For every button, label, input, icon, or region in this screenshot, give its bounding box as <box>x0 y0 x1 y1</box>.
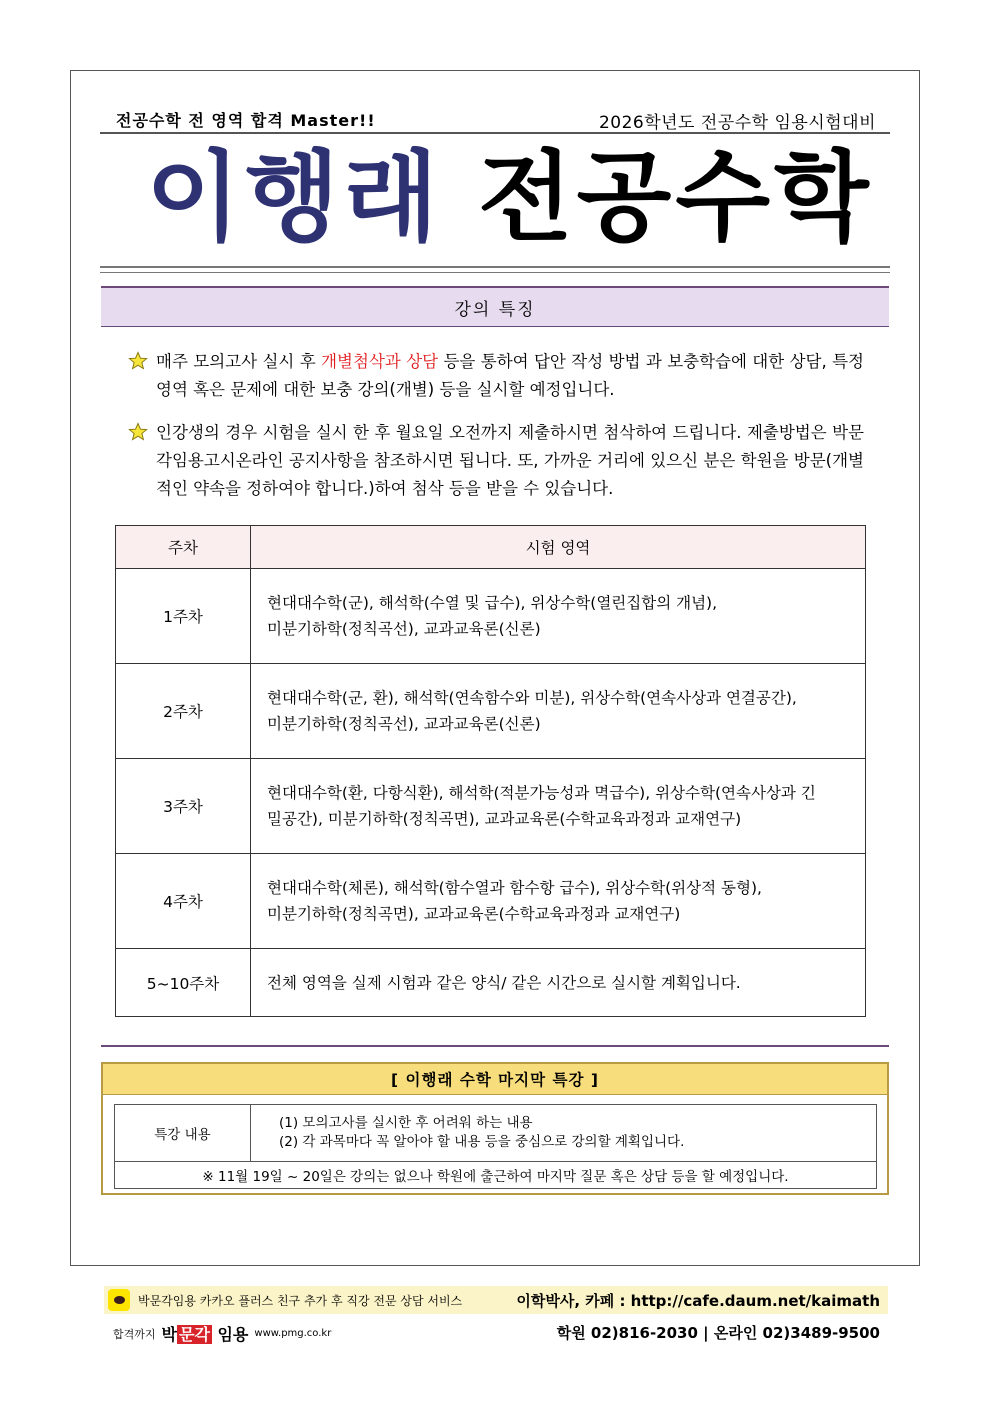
table-row: 4주차 현대대수학(체론), 해석학(함수열과 함수항 급수), 위상수학(위상적 동형), 미분기하학(정칙곡면), 교과교육론(수학교육과정과 교재연구) <box>116 854 866 949</box>
slogan: 전공수학 전 영역 합격 Master!! <box>116 111 376 130</box>
special-lecture-box <box>101 1062 889 1195</box>
title-subject: 전공수학 <box>478 141 873 255</box>
special-heading: [ 이행래 수학 마지막 특강 ] <box>103 1064 887 1095</box>
features-heading: 강의 특징 <box>101 286 889 327</box>
table-row: 5~10주차 전체 영역을 실제 시험과 같은 양식/ 같은 시간으로 실시할 계획입니다. <box>116 949 866 1017</box>
col-area: 시험 영역 <box>251 526 866 569</box>
title-rule <box>100 266 890 273</box>
special-table <box>114 1104 877 1189</box>
section-divider <box>101 1045 889 1047</box>
kakao-icon <box>108 1289 130 1311</box>
kakao-text: 박문각임용 카카오 플러스 친구 추가 후 직강 전문 상담 서비스 <box>138 1294 463 1308</box>
feature-bullet-2: 인강생의 경우 시험을 실시 한 후 월요일 오전까지 제출하시면 첨삭하여 드립니다. 제출방법은 박문각임용고시온라인 공지사항을 참조하시면 됩니다. 또, 가까운 거리에 있으신 분은 학원을 방문(개별적인 약속을 정하여야 합니다.)하여 첨삭 등을 받을 수 있습니다. <box>128 419 864 503</box>
special-label: 특강 내용 <box>115 1105 251 1162</box>
cafe-link[interactable]: 이학박사, 카페 : http://cafe.daum.net/kaimath <box>516 1292 880 1310</box>
table-header-row <box>116 526 866 569</box>
highlight-text: 개별첨삭과 상담 <box>321 352 439 371</box>
schedule-table <box>115 525 866 1017</box>
feature-bullet-1: 매주 모의고사 실시 후 개별첨삭과 상담 등을 통하여 답안 작성 방법 과 보충학습에 대한 상담, 특정 영역 혹은 문제에 대한 보충 강의(개별) 등을 실시할 예정입니다. <box>128 348 864 404</box>
col-week: 주차 <box>116 526 251 569</box>
pmg-logo: 합격까지 박 문각 임용 www.pmg.co.kr <box>113 1325 332 1344</box>
table-row: 3주차 현대대수학(환, 다항식환), 해석학(적분가능성과 멱급수), 위상수학(연속사상과 긴 밀공간), 미분기하학(정칙곡면), 교과교육론(수학교육과정과 교재연구) <box>116 759 866 854</box>
star-icon <box>128 422 148 451</box>
special-content: (1) 모의고사를 실시한 후 어려워 하는 내용 (2) 각 과목마다 꼭 알아야 할 내용 등을 중심으로 강의할 계획입니다. <box>251 1105 877 1162</box>
table-row: 2주차 현대대수학(군, 환), 해석학(연속함수와 미분), 위상수학(연속사상과 연결공간), 미분기하학(정칙곡선), 교과교육론(신론) <box>116 664 866 759</box>
special-note: ※ 11월 19일 ~ 20일은 강의는 없으나 학원에 출근하여 마지막 질문 혹은 상담 등을 할 예정입니다. <box>115 1162 877 1189</box>
header-rule <box>100 132 890 134</box>
title-name: 이행래 <box>146 141 443 255</box>
footer-bar <box>104 1286 888 1314</box>
contact-info: 학원 02)816-2030 | 온라인 02)3489-9500 <box>556 1324 880 1342</box>
star-icon <box>128 351 148 380</box>
main-title <box>100 138 890 258</box>
exam-label: 2026학년도 전공수학 임용시험대비 <box>598 113 876 133</box>
table-row: 1주차 현대대수학(군), 해석학(수열 및 급수), 위상수학(열린집합의 개념), 미분기하학(정칙곡선), 교과교육론(신론) <box>116 569 866 664</box>
